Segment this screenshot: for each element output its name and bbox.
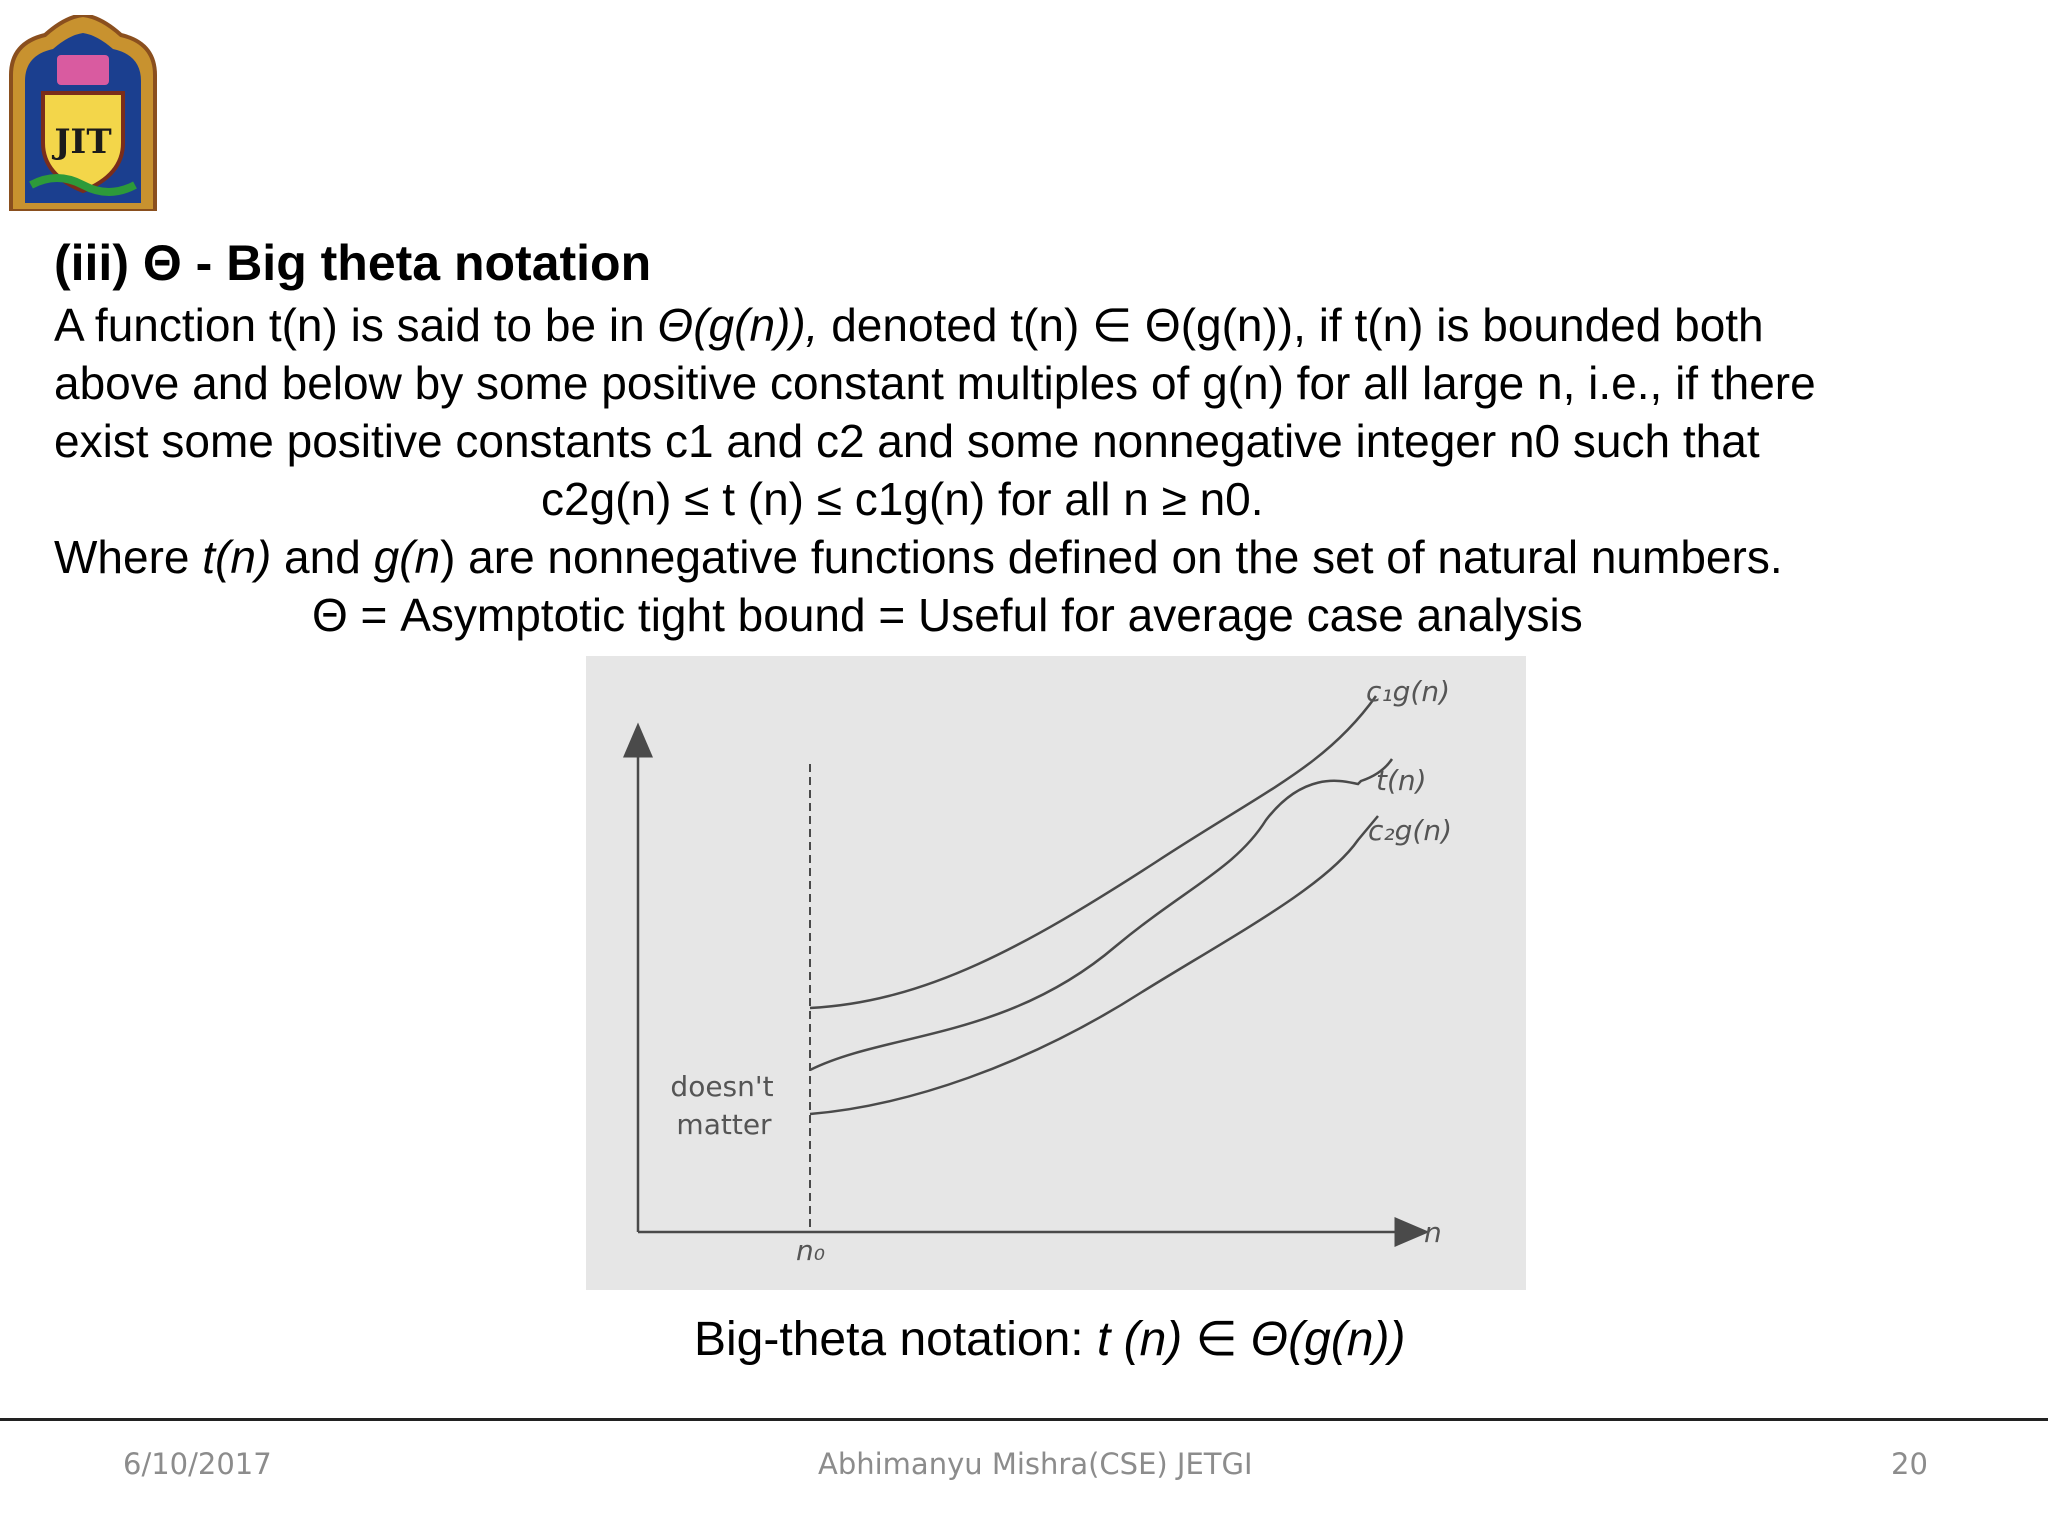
doesnt-label: doesn't [670,1070,774,1103]
definition-italic: g(n [373,531,441,583]
definition-text: and [271,531,374,583]
definition-line-2: above and below by some positive constant multiples of g(n) for all large n, i.e., if there [54,357,1816,409]
caption-text: ∈ [1182,1313,1251,1366]
definition-text: Where [54,531,203,583]
definition-theta-italic: Θ(g(n)), [657,299,819,351]
theta-note: Θ = Asymptotic tight bound = Useful for average case analysis [312,589,1583,641]
t-n-curve [810,759,1392,1070]
definition-text: ) are nonnegative functions defined on the set of natural numbers. [440,531,1783,583]
definition-paragraph [54,296,1816,644]
n0-label: n₀ [796,1234,825,1267]
logo-text: JIT [54,122,112,162]
t-n-label: t(n) [1376,764,1427,797]
college-seal-icon [5,15,161,211]
definition-line-3: exist some positive constants c1 and c2 and some nonnegative integer n0 such that [54,415,1760,467]
inequality: c2g(n) ≤ t (n) ≤ c1g(n) for all n ≥ n0. [541,473,1264,525]
lower-curve-label: c₂g(n) [1368,814,1452,847]
college-logo [5,15,161,211]
definition-italic: t(n) [202,531,272,583]
figure-caption [694,1312,1405,1368]
definition-line-5 [54,528,1816,586]
footer-author: Abhimanyu Mishra(CSE) JETGI [818,1447,1253,1481]
big-theta-diagram [586,656,1526,1290]
caption-text: Big-theta notation: [694,1313,1097,1366]
lower-bound-curve [810,816,1378,1114]
big-theta-figure [586,656,1526,1290]
n-axis-label: n [1424,1216,1442,1249]
footer-divider [0,1418,2048,1421]
definition-text: A function t(n) is said to be in [54,299,658,351]
upper-bound-curve [810,696,1376,1008]
upper-curve-label: c₁g(n) [1366,675,1450,708]
footer-date: 6/10/2017 [123,1447,272,1481]
matter-label: matter [676,1108,772,1141]
slide-heading: (iii) Θ - Big theta notation [54,235,652,291]
caption-italic: t (n) [1096,1313,1183,1366]
definition-line-1 [54,296,1816,354]
caption-italic: Θ(g(n)) [1250,1313,1406,1366]
definition-text: denoted t(n) ∈ Θ(g(n)), if t(n) is bounded both [818,299,1764,351]
footer-page-number: 20 [1891,1447,1928,1481]
